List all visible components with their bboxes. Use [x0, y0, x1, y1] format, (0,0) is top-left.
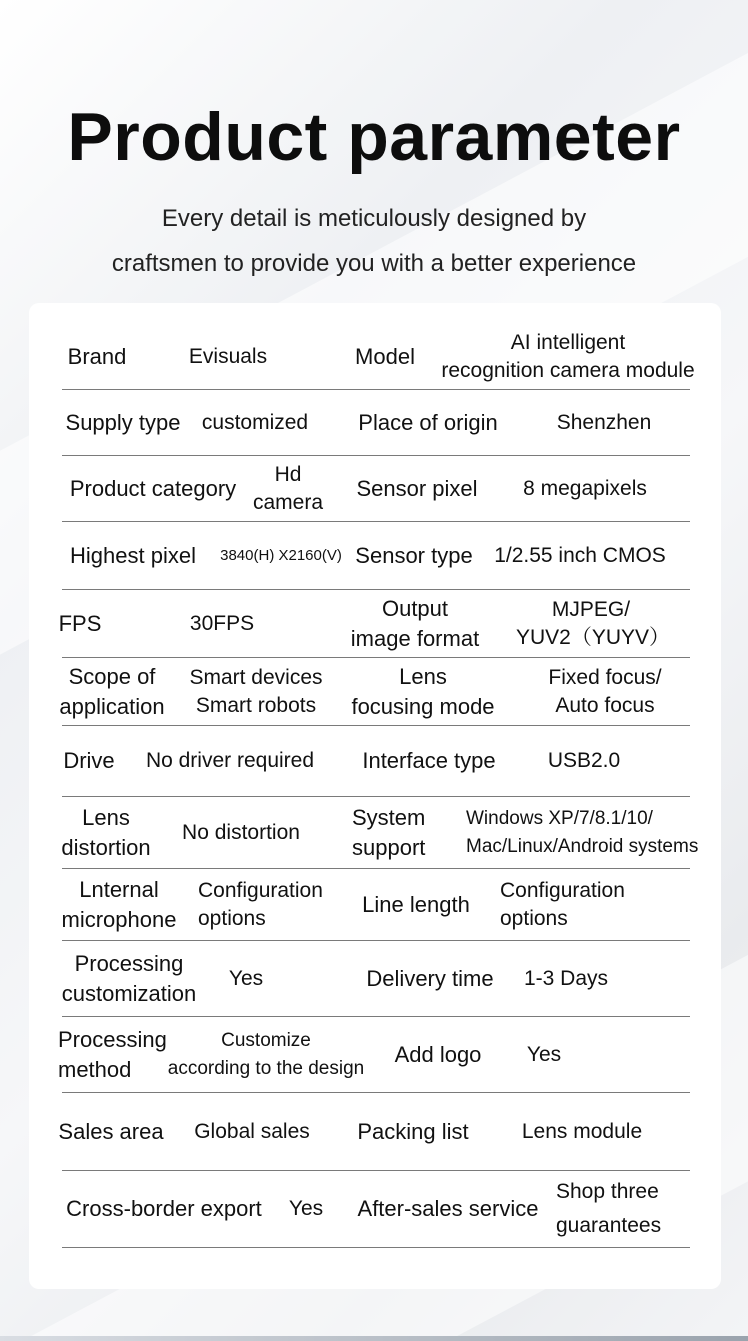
param-value: 1/2.55 inch CMOS [494, 543, 666, 567]
param-value: Configuration options [198, 878, 323, 930]
param-value: 1-3 Days [523, 966, 609, 990]
param-value: USB2.0 [547, 749, 621, 772]
param-value: Windows XP/7/8.1/10/ Mac/Linux/Android systems [466, 807, 699, 857]
param-label: Place of origin [358, 409, 498, 435]
param-row-internal-microphone [62, 869, 690, 941]
param-label: Product category [69, 475, 237, 501]
param-row-brand [62, 324, 695, 390]
param-value: Smart devices Smart robots [189, 665, 323, 717]
param-label: Processing customization [61, 950, 197, 1006]
param-row-scope [59, 658, 690, 726]
param-value: Shenzhen [556, 410, 652, 434]
param-row-cross-border [62, 1171, 690, 1248]
param-label: Delivery time [366, 965, 494, 991]
param-value: 30FPS [189, 611, 255, 635]
param-label: Processing method [58, 1026, 167, 1082]
param-row-processing-method [58, 1017, 690, 1093]
param-value: No driver required [145, 749, 315, 772]
param-row-sales-area [58, 1093, 690, 1171]
param-value: Configuration options [500, 878, 625, 930]
page-subtitle: Every detail is meticulously designed by craftsmen to provide you with a better experience [111, 205, 637, 277]
param-row-product-category [62, 456, 690, 522]
param-value: 8 megapixels [523, 476, 647, 500]
param-value: MJPEG/ YUV2（YUYV） [516, 597, 671, 649]
bottom-bar [0, 1336, 748, 1341]
param-label: Lnternal microphone [61, 876, 177, 932]
param-label: Lens distortion [61, 804, 151, 860]
param-label: Scope of application [59, 663, 165, 719]
param-label: Highest pixel [70, 542, 196, 568]
param-label: System support [352, 804, 426, 860]
param-value: No distortion [182, 820, 300, 844]
param-label: Interface type [362, 748, 496, 773]
param-value: Lens module [521, 1119, 643, 1143]
param-label: Model [355, 343, 415, 369]
param-row-fps [58, 590, 690, 658]
param-value: 3840(H) X2160(V) [220, 546, 342, 564]
param-row-lens-distortion [61, 797, 699, 869]
param-value: AI intelligent recognition camera module [441, 330, 695, 382]
param-label: Packing list [357, 1118, 469, 1144]
param-value: Shop three guarantees [556, 1180, 662, 1237]
param-value: Global sales [194, 1119, 310, 1143]
param-label: Drive [63, 748, 115, 773]
param-value: Yes [228, 966, 264, 990]
param-label: Sensor pixel [356, 475, 478, 501]
page-title: Product parameter [67, 99, 681, 175]
param-label: Brand [67, 343, 127, 369]
param-value: Customize according to the design [167, 1029, 365, 1079]
param-value: Evisuals [188, 344, 268, 368]
param-row-highest-pixel [62, 522, 690, 590]
param-label: Sensor type [355, 542, 473, 568]
param-row-supply-type [62, 390, 690, 456]
param-value: Yes [288, 1197, 324, 1220]
param-label: FPS [58, 610, 102, 636]
param-label: After-sales service [357, 1196, 539, 1221]
param-row-drive [62, 726, 690, 797]
param-value: Yes [526, 1042, 562, 1066]
param-label: Line length [362, 891, 470, 917]
param-value: Hd camera [252, 462, 324, 514]
param-row-processing-customization [62, 941, 690, 1017]
param-label: Cross-border export [66, 1196, 262, 1221]
param-label: Add logo [394, 1041, 482, 1067]
param-value: Fixed focus/ Auto focus [548, 665, 662, 717]
param-label: Sales area [58, 1118, 164, 1144]
param-label: Lens focusing mode [351, 663, 495, 719]
param-label: Supply type [65, 409, 181, 435]
param-value: customized [201, 410, 309, 434]
param-label: Output image format [350, 595, 480, 651]
